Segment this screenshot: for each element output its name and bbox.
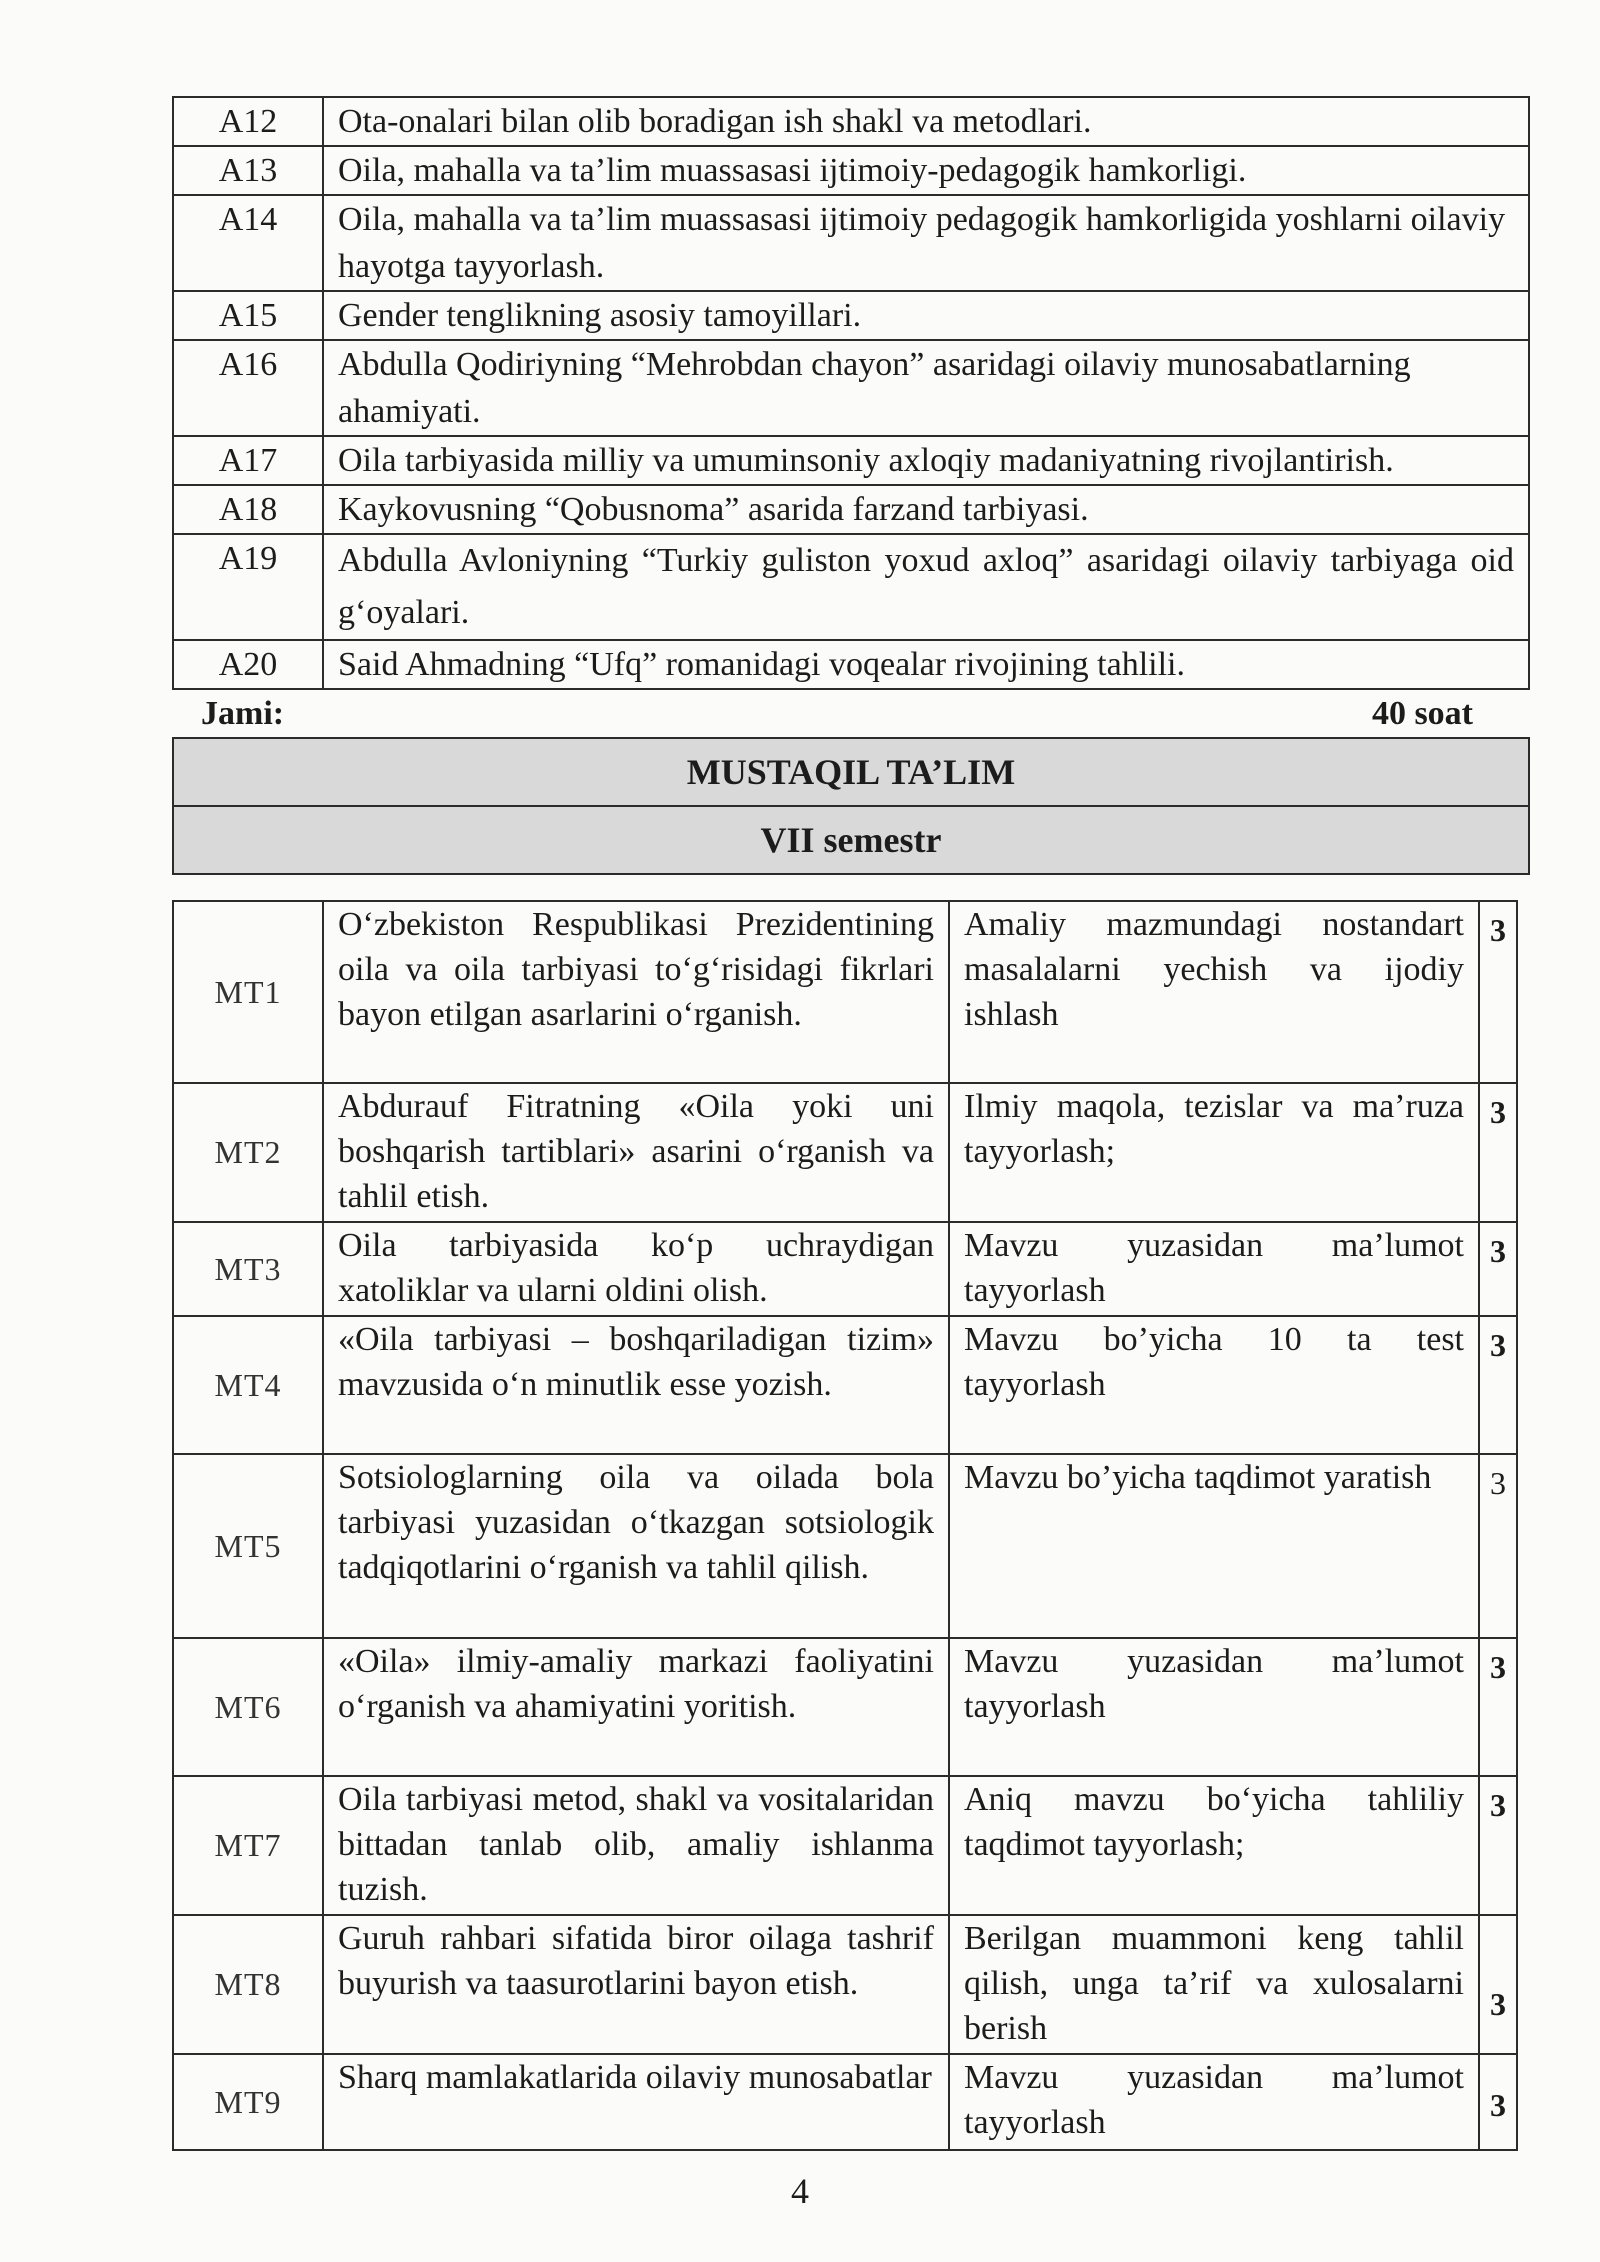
task-code: MT3 [173, 1222, 323, 1316]
semester-header-row [173, 806, 1529, 874]
task-hours: 3 [1479, 1454, 1517, 1638]
task-topic: Oila tarbiyasi metod, shakl va vositalaridan bittadan tanlab olib, amaliy ishlanma tuzish. [323, 1776, 949, 1915]
topic-text: Oila, mahalla va ta’lim muassasasi ijtimoiy pedagogik hamkorligida yoshlarni oilaviy hayotga tayyorlash. [323, 195, 1529, 291]
task-topic: Guruh rahbari sifatida biror oilaga tashrif buyurish va taasurotlarini bayon etish. [323, 1915, 949, 2054]
task-form: Ilmiy maqola, tezislar va ma’ruza tayyorlash; [949, 1083, 1479, 1222]
task-hours: 3 [1479, 1222, 1517, 1316]
task-topic: Abdurauf Fitratning «Oila yoki uni boshqarish tartiblari» asarini o‘rganish va tahlil etish. [323, 1083, 949, 1222]
task-hours: 3 [1479, 1316, 1517, 1454]
table-row [173, 640, 1529, 689]
total-cell [173, 689, 1529, 738]
table-row [173, 1915, 1517, 2054]
semester-title: VII semestr [173, 806, 1529, 874]
task-code: MT4 [173, 1316, 323, 1454]
table-row [173, 1222, 1517, 1316]
task-hours: 3 [1479, 1776, 1517, 1915]
task-hours: 3 [1479, 1083, 1517, 1222]
task-topic: O‘zbekiston Respublikasi Prezidentining oila va oila tarbiyasi to‘g‘risidagi fikrlari bayon etilgan asarlarini o‘rganish. [323, 901, 949, 1083]
topic-code: A19 [173, 534, 323, 640]
total-label: Jami: [201, 695, 285, 732]
topic-code: A12 [173, 97, 323, 146]
task-form: Mavzu yuzasidan ma’lumot tayyorlash [949, 1638, 1479, 1776]
table-row [173, 1776, 1517, 1915]
task-code: MT8 [173, 1915, 323, 2054]
table-row [173, 340, 1529, 436]
table-row [173, 2054, 1517, 2150]
task-code: MT1 [173, 901, 323, 1083]
task-hours: 3 [1479, 1915, 1517, 2054]
task-topic: «Oila» ilmiy-amaliy markazi faoliyatini o‘rganish va ahamiyatini yoritish. [323, 1638, 949, 1776]
task-form: Aniq mavzu bo‘yicha tahliliy taqdimot tayyorlash; [949, 1776, 1479, 1915]
task-code: MT5 [173, 1454, 323, 1638]
table-row [173, 901, 1517, 1083]
task-topic: Oila tarbiyasida ko‘p uchraydigan xatoliklar va ularni oldini olish. [323, 1222, 949, 1316]
topic-text: Ota-onalari bilan olib boradigan ish shakl va metodlari. [323, 97, 1529, 146]
topic-code: A18 [173, 485, 323, 534]
table-row [173, 291, 1529, 340]
topic-text: Oila tarbiyasida milliy va umuminsoniy axloqiy madaniyatning rivojlantirish. [323, 436, 1529, 485]
section-title: MUSTAQIL TA’LIM [173, 738, 1529, 806]
task-form: Amaliy mazmundagi nostandart masalalarni yechish va ijodiy ishlash [949, 901, 1479, 1083]
table-row [173, 534, 1529, 640]
total-row [173, 689, 1529, 738]
table-row [173, 195, 1529, 291]
section-header-row [173, 738, 1529, 806]
table-row [173, 97, 1529, 146]
task-code: MT9 [173, 2054, 323, 2150]
topic-text: Gender tenglikning asosiy tamoyillari. [323, 291, 1529, 340]
topic-code: A17 [173, 436, 323, 485]
table-row [173, 1316, 1517, 1454]
task-code: MT6 [173, 1638, 323, 1776]
topic-text: Said Ahmadning “Ufq” romanidagi voqealar rivojining tahlili. [323, 640, 1529, 689]
task-form: Mavzu yuzasidan ma’lumot tayyorlash [949, 1222, 1479, 1316]
task-form: Mavzu bo’yicha 10 ta test tayyorlash [949, 1316, 1479, 1454]
total-value: 40 soat [1371, 695, 1473, 732]
table-row [173, 1454, 1517, 1638]
table-row [173, 436, 1529, 485]
topic-code: A20 [173, 640, 323, 689]
table-row [173, 146, 1529, 195]
topic-code: A16 [173, 340, 323, 436]
task-form: Mavzu bo’yicha taqdimot yaratish [949, 1454, 1479, 1638]
topics-table [172, 96, 1530, 875]
task-topic: Sotsiologlarning oila va oilada bola tarbiyasi yuzasidan o‘tkazgan sotsiologik tadqiqotlarini o‘rganish va tahlil qilish. [323, 1454, 949, 1638]
table-row [173, 1638, 1517, 1776]
topic-text: Kaykovusning “Qobusnoma” asarida farzand tarbiyasi. [323, 485, 1529, 534]
topic-text: Oila, mahalla va ta’lim muassasasi ijtimoiy-pedagogik hamkorligi. [323, 146, 1529, 195]
topic-text: Abdulla Avloniyning “Turkiy guliston yoxud axloq” asaridagi oilaviy tarbiyaga oid g‘oyalari. [323, 534, 1529, 640]
topic-code: A14 [173, 195, 323, 291]
task-hours: 3 [1479, 1638, 1517, 1776]
topic-code: A13 [173, 146, 323, 195]
task-code: MT2 [173, 1083, 323, 1222]
task-hours: 3 [1479, 2054, 1517, 2150]
task-hours: 3 [1479, 901, 1517, 1083]
task-topic: Sharq mamlakatlarida oilaviy munosabatlar [323, 2054, 949, 2150]
task-form: Mavzu yuzasidan ma’lumot tayyorlash [949, 2054, 1479, 2150]
table-row [173, 1083, 1517, 1222]
independent-study-table [172, 900, 1518, 2151]
task-topic: «Oila tarbiyasi – boshqariladigan tizim» mavzusida o‘n minutlik esse yozish. [323, 1316, 949, 1454]
page-number: 4 [791, 2171, 809, 2211]
task-form: Berilgan muammoni keng tahlil qilish, unga ta’rif va xulosalarni berish [949, 1915, 1479, 2054]
topic-text: Abdulla Qodiriyning “Mehrobdan chayon” asaridagi oilaviy munosabatlarning ahamiyati. [323, 340, 1529, 436]
task-code: MT7 [173, 1776, 323, 1915]
topic-code: A15 [173, 291, 323, 340]
table-row [173, 485, 1529, 534]
